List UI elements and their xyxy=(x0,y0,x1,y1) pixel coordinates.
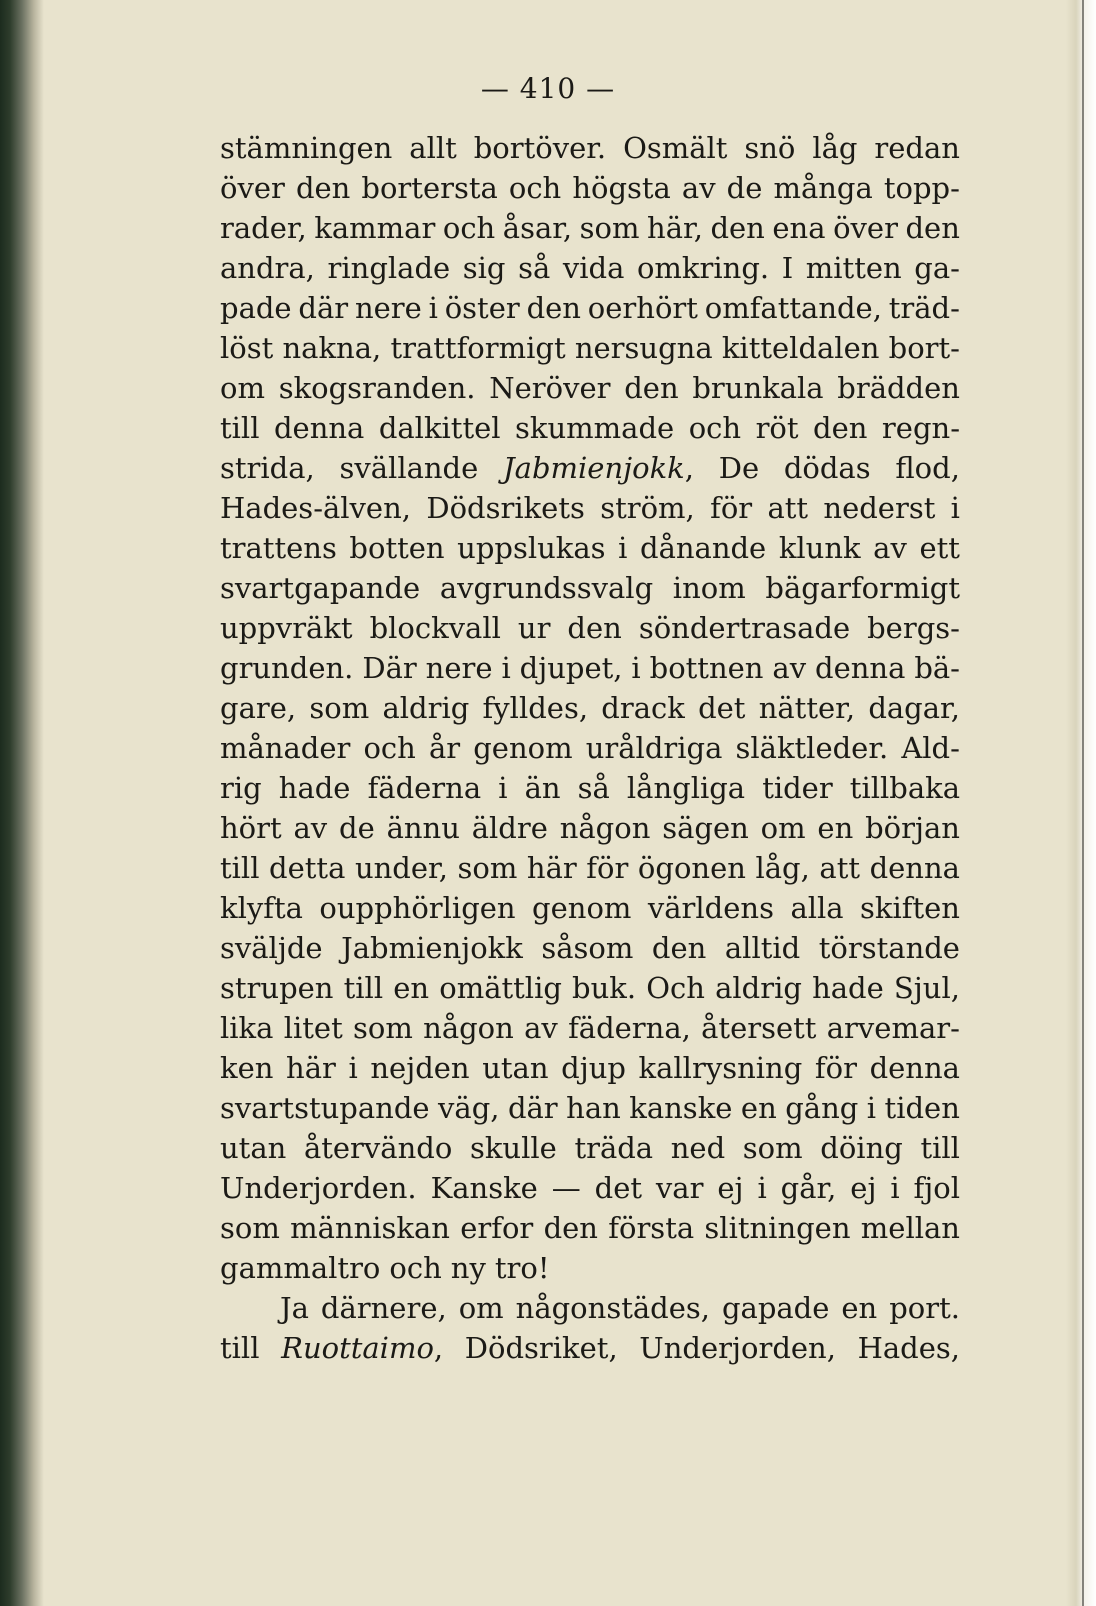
word: nederst xyxy=(823,491,936,525)
word: i xyxy=(950,491,960,525)
word: för xyxy=(814,1051,857,1085)
word: litet xyxy=(283,1011,343,1045)
word: många xyxy=(773,171,873,205)
word: bottnen xyxy=(649,651,764,685)
word: grunden. xyxy=(220,651,354,685)
text-line xyxy=(220,608,960,648)
word: att xyxy=(767,491,809,525)
word: i xyxy=(890,1171,900,1205)
word: gång xyxy=(785,1091,859,1125)
word: tillbaka xyxy=(849,771,960,805)
page-edge-right xyxy=(1066,0,1096,1606)
word: denna xyxy=(273,411,365,445)
word: uppvräkt xyxy=(220,611,353,645)
text-line xyxy=(220,288,960,328)
word: ström, xyxy=(600,491,695,525)
word: äldre xyxy=(471,811,548,845)
word: där xyxy=(298,291,349,325)
word: trattens xyxy=(220,531,337,565)
word: första xyxy=(608,1211,695,1245)
text-line xyxy=(220,128,960,168)
word: Och xyxy=(646,971,705,1005)
word: av xyxy=(524,1011,558,1045)
word: topp- xyxy=(883,171,960,205)
word: av xyxy=(681,171,716,205)
word: svartstupande xyxy=(220,1091,430,1125)
word: den xyxy=(295,171,351,205)
word: ned xyxy=(670,1131,726,1165)
word: över xyxy=(220,171,285,205)
text-line xyxy=(220,928,960,968)
word: i xyxy=(866,1091,877,1125)
word: klunk xyxy=(778,531,861,565)
text-line xyxy=(220,408,960,448)
page-number: — 410 — xyxy=(480,72,616,105)
text-line xyxy=(220,568,960,608)
word: tider xyxy=(762,771,833,805)
word: döing xyxy=(820,1131,903,1165)
word: ringlade xyxy=(327,251,451,285)
word: mitten xyxy=(805,251,902,285)
word: i xyxy=(618,531,628,565)
word: träd- xyxy=(888,291,960,325)
word: aldrig xyxy=(715,971,802,1005)
word: kitteldalen xyxy=(721,331,880,365)
word: och xyxy=(508,171,562,205)
word: omättlig xyxy=(439,971,562,1005)
word: går, xyxy=(780,1171,837,1205)
word: någon xyxy=(559,811,651,845)
word: en xyxy=(817,811,854,845)
text-line xyxy=(220,1008,960,1048)
word: oupphörligen xyxy=(319,891,516,925)
word: utan xyxy=(482,1051,549,1085)
word: kallrysning xyxy=(638,1051,803,1085)
word: Dödsriket, xyxy=(464,1331,618,1365)
word: låg, xyxy=(755,851,810,885)
word: nersugna xyxy=(574,331,713,365)
text-line xyxy=(220,1168,960,1208)
word: bort- xyxy=(888,331,960,365)
word: Ald- xyxy=(901,731,960,765)
page-edge-left xyxy=(0,0,44,1606)
word: fylldes, xyxy=(482,691,589,725)
word: om xyxy=(458,1291,504,1325)
word: ny xyxy=(450,1251,486,1285)
word: en xyxy=(740,1091,777,1125)
word: öster xyxy=(444,291,520,325)
word: om xyxy=(220,371,265,405)
word: i xyxy=(428,291,438,325)
word: redan xyxy=(874,131,960,165)
word: ett xyxy=(919,531,960,565)
text-line xyxy=(220,1208,960,1248)
word: återvändo xyxy=(303,1131,453,1165)
word: för xyxy=(710,491,753,525)
word: Sjul, xyxy=(893,971,960,1005)
word: bä- xyxy=(914,651,960,685)
word: som xyxy=(353,1011,413,1045)
text-line xyxy=(220,488,960,528)
word: röt xyxy=(755,411,799,445)
word: allt xyxy=(409,131,457,165)
text-line xyxy=(220,1248,960,1288)
word: kanske xyxy=(629,1091,733,1125)
word: bergs- xyxy=(867,611,960,645)
word: skiften xyxy=(860,891,960,925)
word: arvemar- xyxy=(826,1011,960,1045)
word: nere xyxy=(425,651,493,685)
word: en xyxy=(841,1291,878,1325)
word: denna xyxy=(869,851,960,885)
word: port. xyxy=(889,1291,960,1325)
word: snö xyxy=(744,131,796,165)
word: aldrig xyxy=(382,691,470,725)
word: uråldriga xyxy=(585,731,723,765)
word: Jabmienjokk, xyxy=(503,451,694,485)
word: ej xyxy=(850,1171,877,1205)
word: de xyxy=(339,811,375,845)
word: till xyxy=(220,851,260,885)
word: Ja xyxy=(280,1291,309,1325)
word: De xyxy=(718,451,760,485)
word: ur xyxy=(517,611,551,645)
word: lika xyxy=(220,1011,274,1045)
word: botten xyxy=(349,531,445,565)
word: gapade xyxy=(721,1291,830,1325)
word: åsar, xyxy=(502,211,573,245)
word: alla xyxy=(790,891,844,925)
word: av xyxy=(772,651,807,685)
word: I xyxy=(781,251,794,285)
word: i xyxy=(501,651,511,685)
word: till xyxy=(920,1131,960,1165)
word: bägarformigt xyxy=(765,571,960,605)
text-line xyxy=(220,168,960,208)
word: denna xyxy=(815,651,906,685)
text-line xyxy=(220,1328,960,1368)
word: nätter, xyxy=(758,691,856,725)
word: den xyxy=(905,211,960,245)
word: här xyxy=(286,1051,336,1085)
text-line xyxy=(220,528,960,568)
word: Underjorden, xyxy=(639,1331,836,1365)
word: han xyxy=(566,1091,621,1125)
word: någon xyxy=(423,1011,514,1045)
word: nakna, xyxy=(282,331,382,365)
word: den xyxy=(624,371,679,405)
word: andra, xyxy=(220,251,315,285)
text-line xyxy=(220,968,960,1008)
word: början xyxy=(865,811,960,845)
word: regn- xyxy=(881,411,960,445)
word: högsta xyxy=(572,171,671,205)
word: dånande xyxy=(640,531,767,565)
word: till xyxy=(220,411,260,445)
word: världens xyxy=(647,891,774,925)
word: Hades-älven, xyxy=(220,491,411,525)
word: ga- xyxy=(914,251,960,285)
word: omfattande, xyxy=(704,291,882,325)
word: av xyxy=(293,811,328,845)
word: brunkala xyxy=(692,371,824,405)
word: djup xyxy=(561,1051,626,1085)
word: dödas xyxy=(783,451,871,485)
text-line xyxy=(220,808,960,848)
word: löst xyxy=(220,331,274,365)
word: ej xyxy=(717,1171,744,1205)
word: fäderna xyxy=(367,771,482,805)
word: människan xyxy=(290,1211,450,1245)
word: trattformigt xyxy=(390,331,566,365)
word: i xyxy=(631,651,641,685)
word: över xyxy=(833,211,898,245)
word: återsett xyxy=(701,1011,817,1045)
word: tro! xyxy=(494,1251,550,1285)
word: där xyxy=(507,1091,558,1125)
word: av xyxy=(873,531,907,565)
body-text xyxy=(220,128,960,1368)
word: nejden xyxy=(370,1051,470,1085)
word: mellan xyxy=(860,1211,960,1245)
word: brädden xyxy=(837,371,960,405)
word: sig xyxy=(462,251,506,285)
text-line xyxy=(220,888,960,928)
word: skummade xyxy=(515,411,675,445)
word: den xyxy=(813,411,868,445)
word: Hades, xyxy=(857,1331,960,1365)
word: den xyxy=(526,291,581,325)
word: genom xyxy=(532,891,632,925)
word: dalkittel xyxy=(378,411,501,445)
word: månader xyxy=(220,731,351,765)
word: inom xyxy=(672,571,746,605)
word: träda xyxy=(574,1131,654,1165)
text-line xyxy=(220,1128,960,1168)
word: oerhört xyxy=(587,291,698,325)
word: och xyxy=(442,211,496,245)
text-line xyxy=(220,328,960,368)
word: uppslukas xyxy=(457,531,606,565)
word: ena xyxy=(772,211,826,245)
word: skogsranden. xyxy=(278,371,476,405)
word: hade xyxy=(278,771,351,805)
text-line xyxy=(220,1088,960,1128)
word: Där xyxy=(362,651,417,685)
word: som xyxy=(309,691,370,725)
word: stämningen xyxy=(220,131,393,165)
word: i xyxy=(757,1171,767,1205)
word: väg, xyxy=(438,1091,500,1125)
word: i xyxy=(348,1051,358,1085)
text-line xyxy=(220,448,960,488)
text-line xyxy=(220,208,960,248)
word: Jabmienjokk xyxy=(341,931,523,965)
word: och xyxy=(363,731,416,765)
word: genom xyxy=(473,731,573,765)
word: det xyxy=(698,691,746,725)
word: strupen xyxy=(220,971,334,1005)
word: dagar, xyxy=(868,691,960,725)
word: någonstädes, xyxy=(515,1291,710,1325)
word: långliga xyxy=(626,771,746,805)
word: här xyxy=(526,851,577,885)
word: låg xyxy=(812,131,858,165)
word: drack xyxy=(601,691,685,725)
word: rig xyxy=(220,771,262,805)
word: därnere, xyxy=(320,1291,447,1325)
word: Dödsrikets xyxy=(426,491,585,525)
word: Osmält xyxy=(623,131,728,165)
word: flod, xyxy=(895,451,960,485)
word: som xyxy=(579,211,640,245)
word: Kanske xyxy=(430,1171,538,1205)
word: skulle xyxy=(469,1131,557,1165)
word: tiden xyxy=(884,1091,960,1125)
word: och xyxy=(688,411,742,445)
word: slitningen xyxy=(704,1211,851,1245)
word: till xyxy=(220,1331,260,1365)
word: i xyxy=(498,771,508,805)
word: sväljde xyxy=(220,931,323,965)
word: den xyxy=(651,931,707,965)
word: än xyxy=(524,771,561,805)
word: bortöver. xyxy=(473,131,607,165)
word: rader, xyxy=(220,211,307,245)
word: hört xyxy=(220,811,282,845)
word: det xyxy=(594,1171,643,1205)
word: de xyxy=(726,171,763,205)
word: söndertrasade xyxy=(638,611,851,645)
word: vida xyxy=(562,251,625,285)
word: erfor xyxy=(460,1211,534,1245)
word: den xyxy=(710,211,765,245)
word: pade xyxy=(220,291,292,325)
word: gammaltro xyxy=(220,1251,381,1285)
word: — xyxy=(551,1171,581,1205)
text-line xyxy=(220,1048,960,1088)
word: den xyxy=(543,1211,598,1245)
word: den xyxy=(567,611,622,645)
word: Underjorden. xyxy=(220,1171,417,1205)
page-fold-line xyxy=(1082,0,1084,1606)
word: djupet, xyxy=(519,651,623,685)
word: ögonen xyxy=(637,851,746,885)
word: buk. xyxy=(572,971,637,1005)
word: ännu xyxy=(386,811,460,845)
text-line xyxy=(220,368,960,408)
word: att xyxy=(819,851,861,885)
word: Neröver xyxy=(489,371,611,405)
word: utan xyxy=(220,1131,287,1165)
text-line xyxy=(220,728,960,768)
word: ken xyxy=(220,1051,274,1085)
word: var xyxy=(655,1171,704,1205)
word: såsom xyxy=(541,931,634,965)
word: och xyxy=(389,1251,442,1285)
word: år xyxy=(428,731,461,765)
word: törstande xyxy=(818,931,960,965)
word: under, xyxy=(354,851,448,885)
word: släktleder. xyxy=(735,731,889,765)
word: som xyxy=(220,1211,280,1245)
word: bortersta xyxy=(361,171,498,205)
text-line xyxy=(220,848,960,888)
word: fäderna, xyxy=(568,1011,691,1045)
word: så xyxy=(518,251,551,285)
word: så xyxy=(577,771,610,805)
word: blockvall xyxy=(369,611,501,645)
word: om xyxy=(760,811,806,845)
word: till xyxy=(343,971,384,1005)
word: som xyxy=(742,1131,803,1165)
text-line xyxy=(220,1288,960,1328)
word: avgrundssvalg xyxy=(439,571,654,605)
word: klyfta xyxy=(220,891,303,925)
text-line xyxy=(220,688,960,728)
word: denna xyxy=(869,1051,960,1085)
word: en xyxy=(393,971,430,1005)
word: nere xyxy=(354,291,422,325)
text-line xyxy=(220,248,960,288)
word: här, xyxy=(647,211,703,245)
word: svällande xyxy=(339,451,479,485)
text-line xyxy=(220,648,960,688)
word: kammar xyxy=(314,211,436,245)
text-line xyxy=(220,768,960,808)
word: alltid xyxy=(724,931,801,965)
word: svartgapande xyxy=(220,571,421,605)
word: för xyxy=(586,851,629,885)
word: fjol xyxy=(913,1171,960,1205)
word: hade xyxy=(812,971,884,1005)
word: omkring. xyxy=(636,251,770,285)
word: gare, xyxy=(220,691,297,725)
word: som xyxy=(457,851,518,885)
word: Ruottaimo, xyxy=(281,1331,444,1365)
word: sägen xyxy=(662,811,749,845)
word: strida, xyxy=(220,451,315,485)
word: detta xyxy=(269,851,346,885)
